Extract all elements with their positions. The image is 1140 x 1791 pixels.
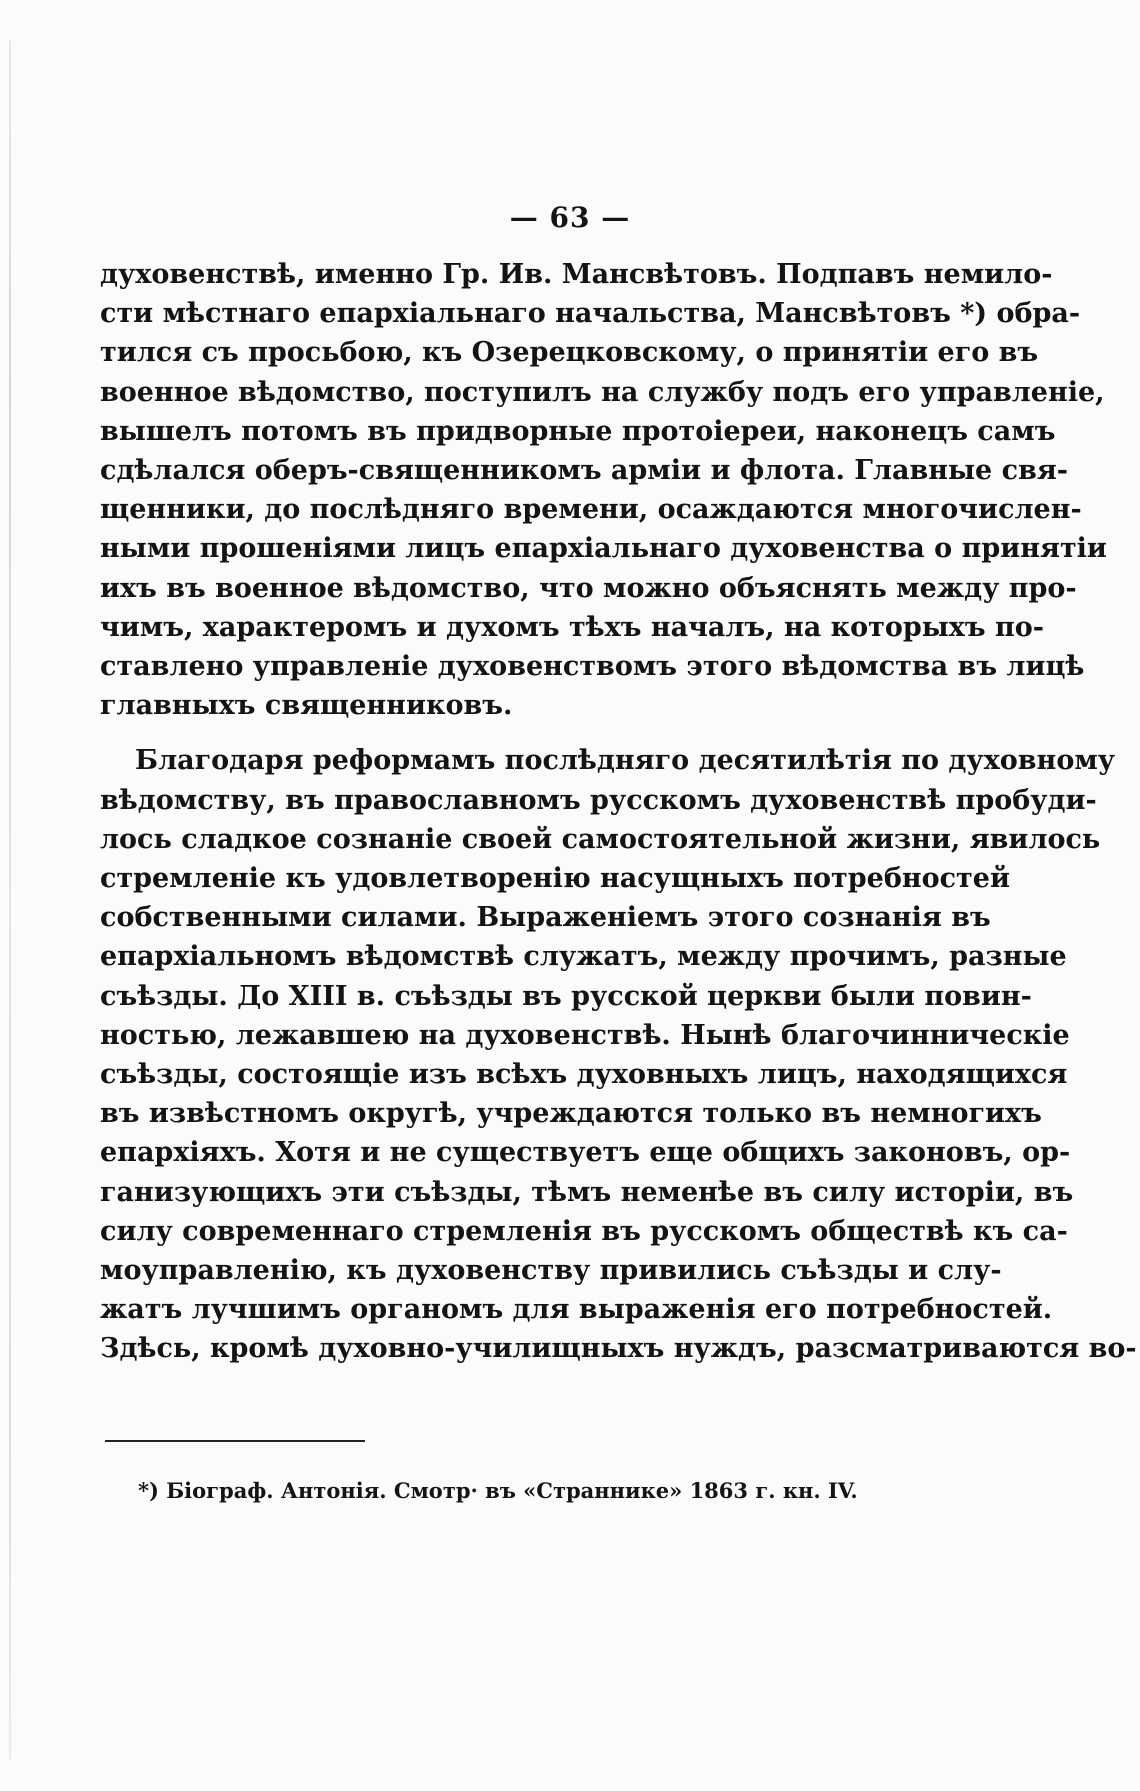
text-line: въ извѣстномъ округѣ, учреждаются только въ немногихъ bbox=[100, 1098, 1042, 1130]
text-line: ными прошеніями лицъ епархіальнаго духовенства о принятіи bbox=[100, 533, 1107, 565]
text-line: собственными силами. Выраженіемъ этого сознанія въ bbox=[100, 902, 991, 934]
paragraph-gap bbox=[100, 725, 890, 741]
text-line: Здѣсь, кромѣ духовно-училищныхъ нуждъ, разсматриваются во- bbox=[100, 1333, 1137, 1365]
text-line: чимъ, характеромъ и духомъ тѣхъ началъ, на которыхъ по- bbox=[100, 611, 1044, 643]
text-line: ганизующихъ эти съѣзды, тѣмъ неменѣе въ силу исторіи, въ bbox=[100, 1176, 1074, 1208]
text-line: стремленіе къ удовлетворенію насущныхъ потребностей bbox=[100, 863, 1010, 895]
text-line: жатъ лучшимъ органомъ для выраженія его потребностей. bbox=[100, 1294, 1053, 1326]
text-line: лось сладкое сознаніе своей самостоятельной жизни, явилось bbox=[100, 823, 1101, 855]
text-line: щенники, до послѣдняго времени, осаждаются многочислен- bbox=[100, 494, 1082, 526]
text-line: ставлено управленіе духовенствомъ этого вѣдомства въ лицѣ bbox=[100, 651, 1085, 683]
body-text bbox=[100, 255, 1137, 1369]
text-line: ностью, лежавшею на духовенствѣ. Нынѣ благочинническіе bbox=[100, 1019, 1070, 1051]
text-line: духовенствѣ, именно Гр. Ив. Мансвѣтовъ. Подпавъ немило- bbox=[100, 259, 1053, 290]
text-line: силу современнаго стремленія въ русскомъ обществѣ къ са- bbox=[100, 1215, 1068, 1247]
page-number: — 63 — bbox=[509, 201, 631, 234]
paragraph-1 bbox=[100, 255, 1107, 725]
text-line: съѣзды. До XIII в. съѣзды въ русской церкви были повин- bbox=[100, 980, 1032, 1012]
text-line: вышелъ потомъ въ придворные протоіереи, наконецъ самъ bbox=[100, 415, 1056, 447]
text-line: тился съ просьбою, къ Озерецковскому, о принятіи его въ bbox=[100, 337, 1039, 369]
text-line: епархіальномъ вѣдомствѣ служатъ, между прочимъ, разные bbox=[100, 941, 1067, 973]
footnote-rule bbox=[105, 1440, 365, 1442]
text-line: сдѣлался оберъ-священникомъ арміи и флота. Главные свя- bbox=[100, 455, 1068, 487]
text-line: ихъ въ военное вѣдомство, что можно объяснять между про- bbox=[100, 572, 1077, 604]
scan-edge-shadow bbox=[9, 40, 11, 1760]
footnote: *) Біограф. Антонія. Смотр· въ «Страннике» 1863 г. кн. IV. bbox=[138, 1478, 858, 1503]
text-line: съѣзды, состоящіе изъ всѣхъ духовныхъ лицъ, находящихся bbox=[100, 1059, 1068, 1091]
text-line: моуправленію, къ духовенству привились съѣзды и слу- bbox=[100, 1255, 1002, 1287]
text-line: главныхъ священниковъ. bbox=[100, 690, 513, 722]
text-line: вѣдомству, въ православномъ русскомъ духовенствѣ пробуди- bbox=[100, 784, 1097, 816]
text-line: военное вѣдомство, поступилъ на службу подъ его управленіе, bbox=[100, 376, 1105, 408]
text-line: Благодаря реформамъ послѣдняго десятилѣтія по духовному bbox=[135, 745, 1116, 777]
text-line: сти мѣстнаго епархіальнаго начальства, Мансвѣтовъ *) обра- bbox=[100, 298, 1081, 330]
text-line: епархіяхъ. Хотя и не существуетъ еще общихъ законовъ, ор- bbox=[100, 1137, 1071, 1169]
paragraph-2 bbox=[100, 741, 1137, 1368]
